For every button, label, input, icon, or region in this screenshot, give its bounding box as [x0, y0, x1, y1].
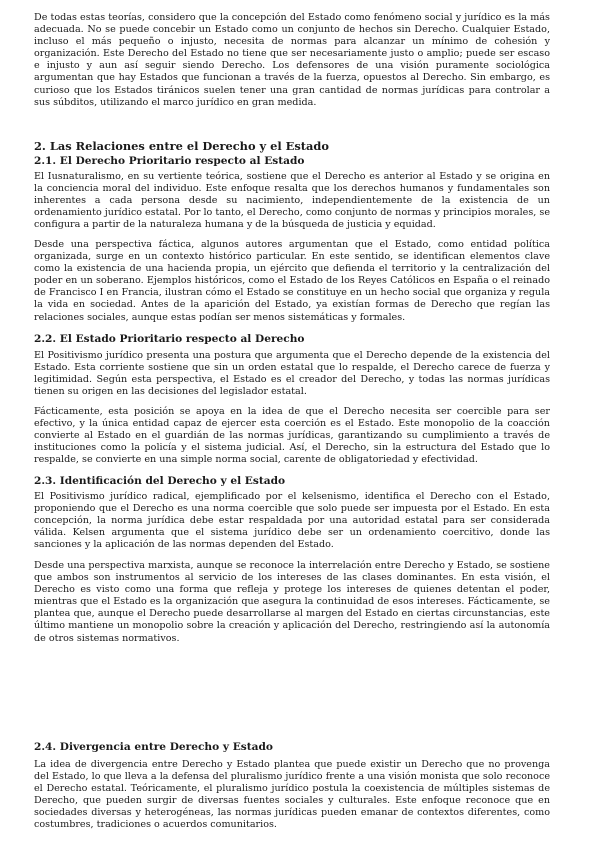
- section-2-2-heading: 2.2. El Estado Prioritario respecto al Derecho: [34, 333, 305, 345]
- section-2-3-paragraph-1: El Positivismo jurídico radical, ejemplificado por el kelsenismo, identifica el Derecho con el Estado, proponiendo que el Derecho es una norma coercible que solo puede ser impuesta por el Estado. En esta concepción, la norma jurídica debe estar respaldada por una autoridad estatal para ser considerada válida. Kelsen argumenta que el sistema jurídico debe ser un ordenamiento coercitivo, donde las sanciones y la aplicación de las normas dependen del Estado.: [34, 491, 550, 551]
- section-2-2-paragraph-1: El Positivismo jurídico presenta una postura que argumenta que el Derecho depende de la existencia del Estado. Esta corriente sostiene que sin un orden estatal que lo respalde, el Derecho carece de fuerza y legitimidad. Según esta perspectiva, el Estado es el creador del Derecho, y todas las normas jurídicas tienen su origen en las decisiones del legislador estatal.: [34, 350, 550, 398]
- section-2-4-paragraph-1: La idea de divergencia entre Derecho y Estado plantea que puede existir un Derecho que no provenga del Estado, lo que lleva a la defensa del pluralismo jurídico frente a una visión monista que solo reconoce el Derecho estatal. Teóricamente, el pluralismo jurídico postula la coexistencia de múltiples sistemas de Derecho, que pueden surgir de diversas fuentes sociales y culturales. Este enfoque reconoce que en sociedades diversas y heterogéneas, las normas jurídicas pueden emanar de contextos diferentes, como costumbres, tradiciones o acuerdos comunitarios.: [34, 759, 550, 831]
- section-2-4-heading: 2.4. Divergencia entre Derecho y Estado: [34, 741, 273, 753]
- section-2-1-paragraph-1: El Iusnaturalismo, en su vertiente teórica, sostiene que el Derecho es anterior al Estado y se origina en la conciencia moral del individuo. Este enfoque resalta que los derechos humanos y fundamentales son inherentes a cada persona desde su nacimiento, independientemente de la existencia de un ordenamiento jurídico estatal. Por lo tanto, el Derecho, como conjunto de normas y principios morales, se configura a partir de la naturaleza humana y de la búsqueda de justicia y equidad.: [34, 171, 550, 231]
- intro-paragraph: De todas estas teorías, considero que la concepción del Estado como fenómeno social y jurídico es la más adecuada. No se puede concebir un Estado como un conjunto de hechos sin Derecho. Cualquier Estado, incluso el más pequeño o injusto, necesita de normas para alcanzar un mínimo de cohesión y organización. Este Derecho del Estado no tiene que ser necesariamente justo o amplio; puede ser escaso e injusto y aun así seguir siendo Derecho. Los defensores de una visión puramente sociológica argumentan que hay Estados que funcionan a través de la fuerza, opuestos al Derecho. Sin embargo, es curioso que los Estados tiránicos suelen tener una gran cantidad de normas jurídicas para controlar a sus súbditos, utilizando el marco jurídico en gran medida.: [34, 12, 550, 108]
- section-2-3-paragraph-2: Desde una perspectiva marxista, aunque se reconoce la interrelación entre Derecho y Estado, se sostiene que ambos son instrumentos al servicio de los intereses de las clases dominantes. En esta visión, el Derecho es visto como una forma que refleja y protege los intereses de quienes detentan el poder, mientras que el Estado es la organización que asegura la continuidad de esos intereses. Fácticamente, se plantea que, aunque el Derecho puede desarrollarse al margen del Estado en ciertas circunstancias, este último mantiene un monopolio sobre la creación y aplicación del Derecho, restringiendo así la autonomía de otros sistemas normativos.: [34, 560, 550, 644]
- section-2-heading: 2. Las Relaciones entre el Derecho y el Estado: [34, 139, 329, 153]
- section-2-1-paragraph-2: Desde una perspectiva fáctica, algunos autores argumentan que el Estado, como entidad política organizada, surge en un contexto histórico particular. En este sentido, se identifican elementos clave como la existencia de una hacienda propia, un ejército que defienda el territorio y la centralización del poder en un soberano. Ejemplos históricos, como el Estado de los Reyes Católicos en España o el reinado de Francisco I en Francia, ilustran cómo el Estado se constituye en un hecho social que organiza y regula la vida en sociedad. Antes de la aparición del Estado, ya existían formas de Derecho que regían las relaciones sociales, aunque estas podían ser menos sistemáticas y formales.: [34, 239, 550, 323]
- section-2-1-heading: 2.1. El Derecho Prioritario respecto al Estado: [34, 155, 305, 167]
- section-2-2-paragraph-2: Fácticamente, esta posición se apoya en la idea de que el Derecho necesita ser coercible para ser efectivo, y la única entidad capaz de ejercer esta coerción es el Estado. Este monopolio de la coacción convierte al Estado en el guardián de las normas jurídicas, garantizando su cumplimiento a través de instituciones como la policía y el sistema judicial. Así, el Derecho, sin la estructura del Estado que lo respalde, se convierte en una simple norma social, carente de obligatoriedad y efectividad.: [34, 406, 550, 466]
- section-2-3-heading: 2.3. Identificación del Derecho y el Estado: [34, 475, 286, 487]
